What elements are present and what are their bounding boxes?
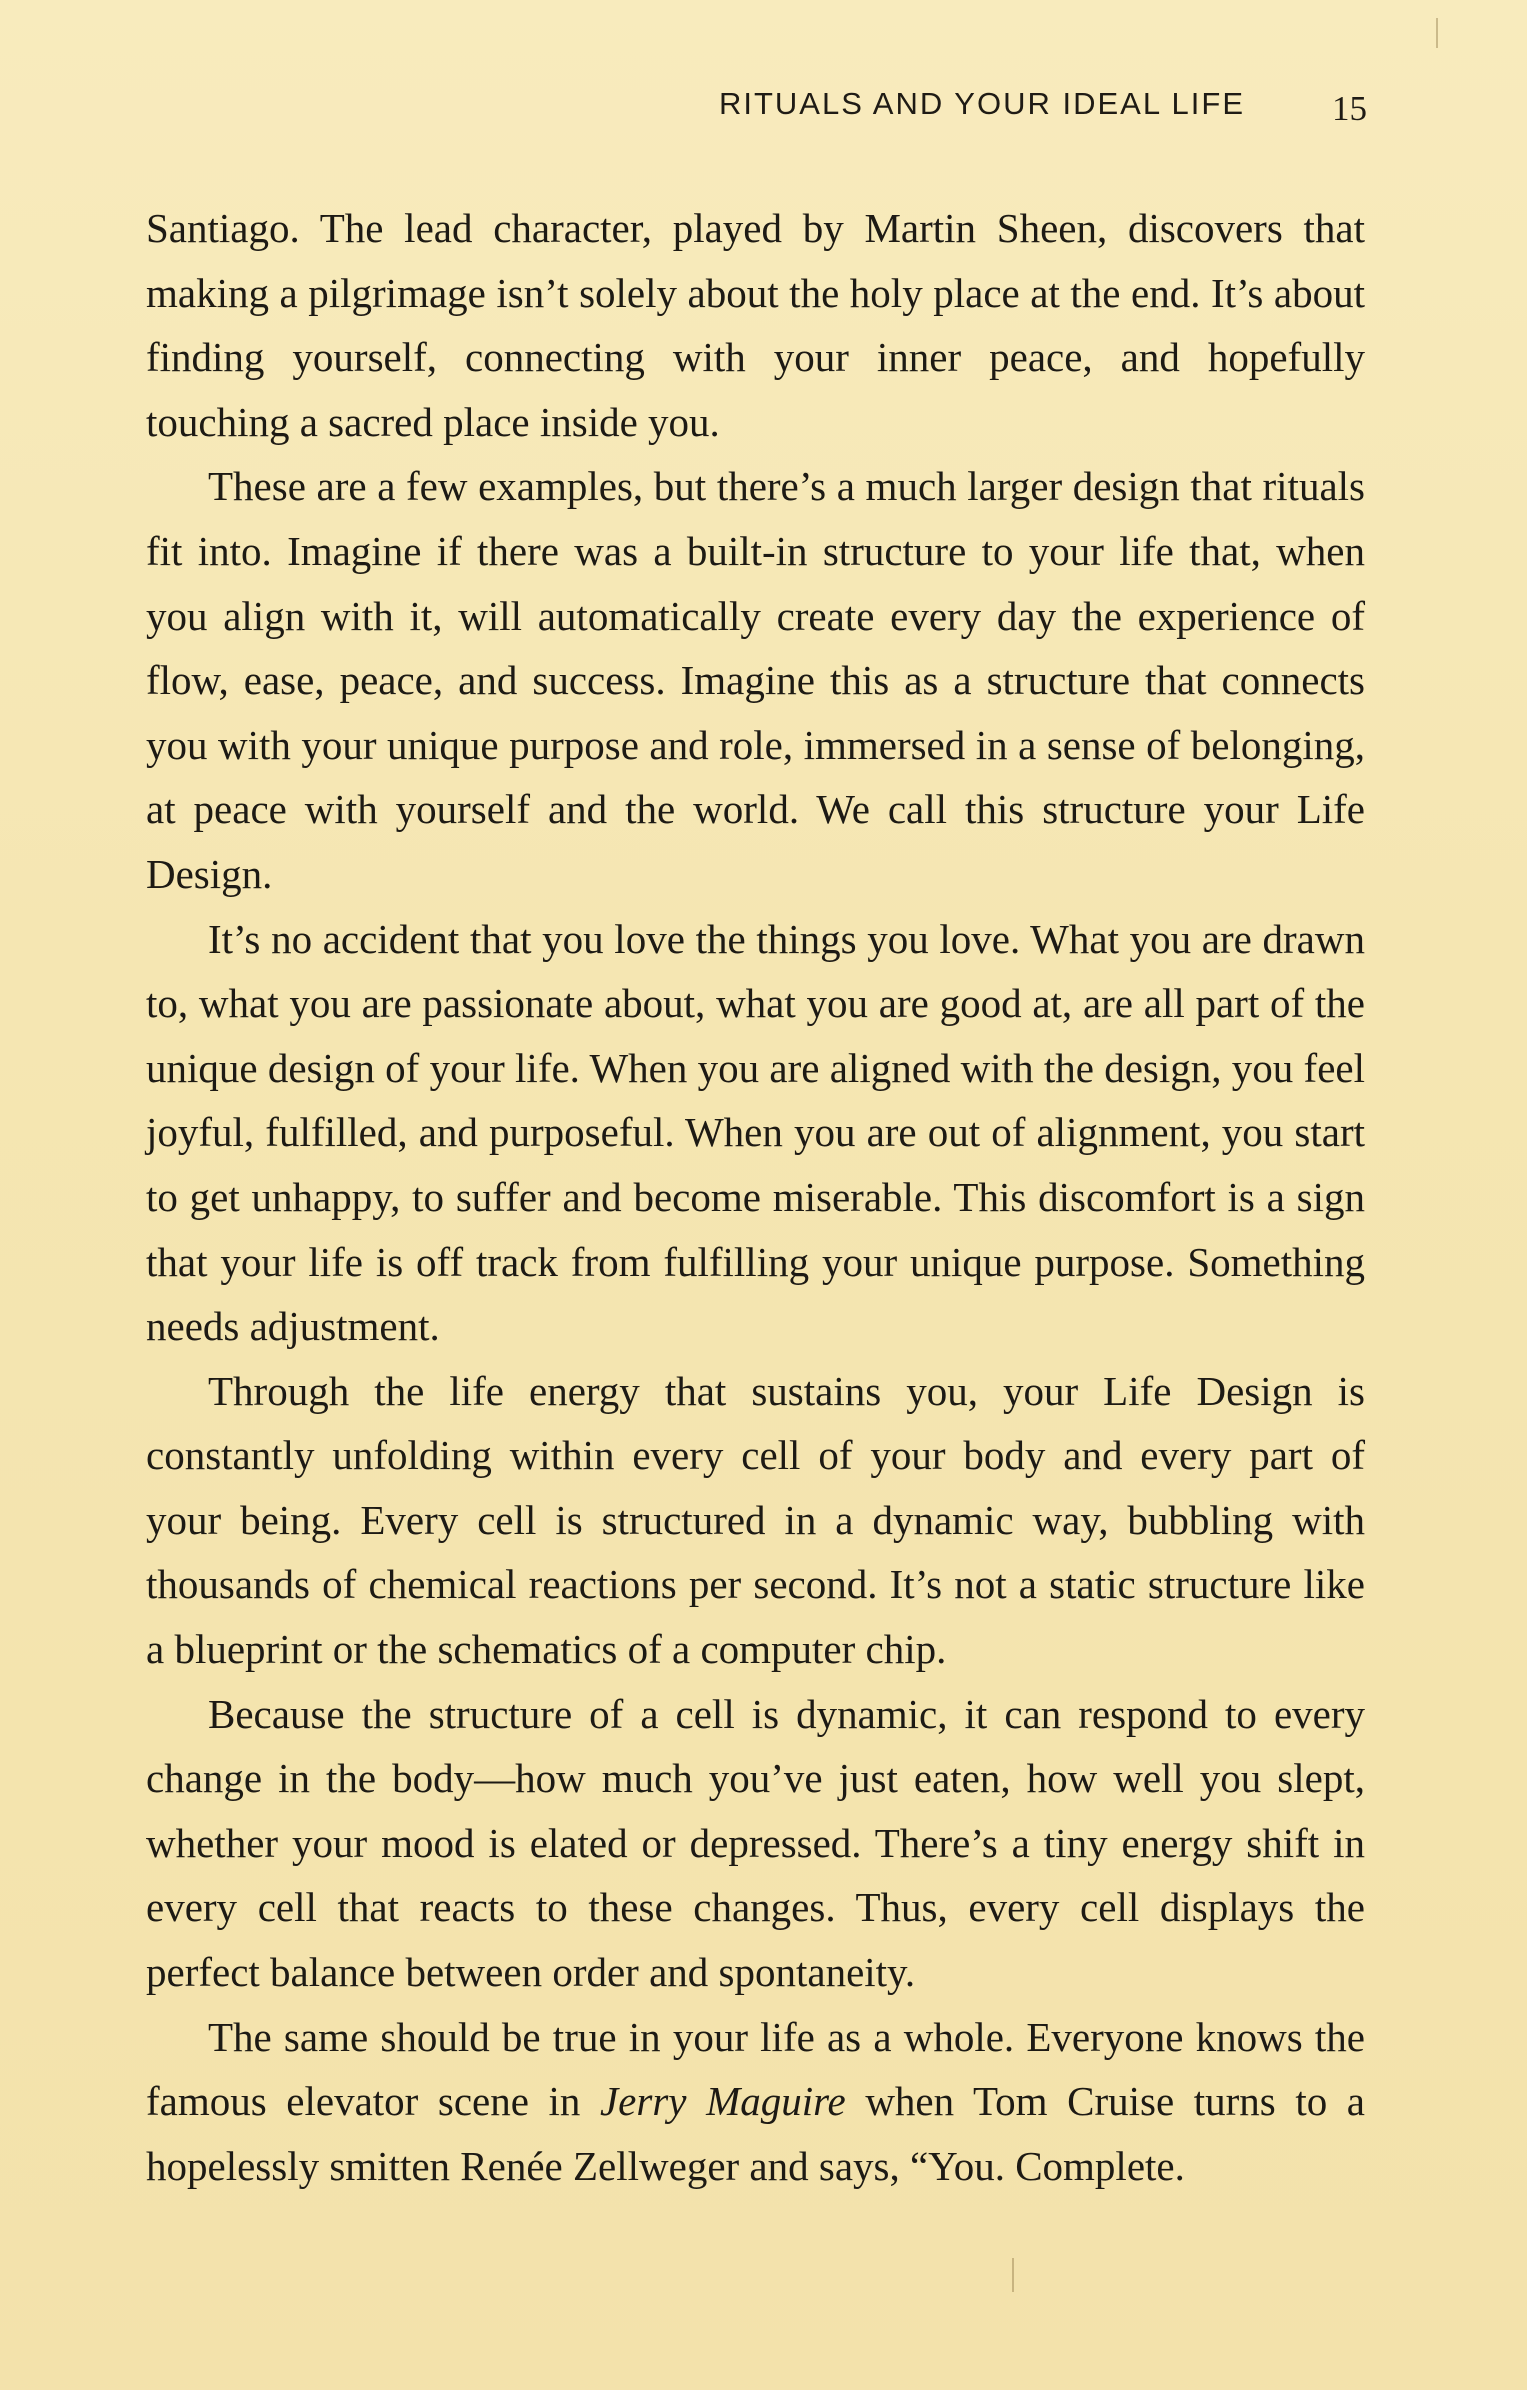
movie-title: Jerry Maguire: [599, 2078, 846, 2125]
paragraph-6-end: when Tom Cruise turns to a hopelessly smitten Renée Zellweger and says, “You. Complete.: [146, 2078, 1365, 2189]
running-head-title: RITUALS AND YOUR IDEAL LIFE: [718, 86, 1245, 121]
running-header: [0, 86, 1527, 136]
paper-mark: [1436, 18, 1438, 48]
paragraph-6-start: The same should be true in your life as a whole. Everyone knows the famous elevator scene in: [146, 2013, 1365, 2125]
paragraph-5: Because the structure of a cell is dynamic, it can respond to every change in the body—how much you’ve just eaten, how well you slept, whether your mood is elated or depressed. There’s a tiny energy shift in every cell that reacts to these changes. Thus, every cell displays the perfect balance between order and spontaneity.: [146, 1690, 1365, 1996]
paper-mark: [1012, 2258, 1014, 2292]
page-number: 15: [1332, 89, 1367, 128]
paragraph-4: Through the life energy that sustains you, your Life Design is constantly unfolding within every cell of your body and every part of your being. Every cell is structured in a dynamic way, bubbling with thousands of chemical reactions per second. It’s not a static structure like a blueprint or the schematics of a computer chip.: [146, 1367, 1365, 1673]
paragraph-1: Santiago. The lead character, played by Martin Sheen, discovers that making a pilgrimage isn’t solely about the holy place at the end. It’s about finding yourself, connecting with your inner peace, and hopefully touching a sacred place inside you.: [146, 205, 1365, 445]
body-text: [146, 196, 1365, 2198]
paragraph-3: It’s no accident that you love the things you love. What you are drawn to, what you are passionate about, what you are good at, are all part of the unique design of your life. When you are aligned with the design, you feel joyful, fulfilled, and purposeful. When you are out of alignment, you start to get unhappy, to suffer and become miserable. This discomfort is a sign that your life is off track from fulfilling your unique purpose. Something needs adjustment.: [146, 915, 1365, 1350]
paragraph-2: These are a few examples, but there’s a much larger design that rituals fit into. Imagine if there was a built-in structure to your life that, when you align with it, will automatically create every day the experience of flow, ease, peace, and success. Imagine this as a structure that connects you with your unique purpose and role, immersed in a sense of belonging, at peace with yourself and the world. We call this structure your Life Design.: [146, 463, 1365, 897]
paragraph-6: [146, 2005, 1365, 2199]
